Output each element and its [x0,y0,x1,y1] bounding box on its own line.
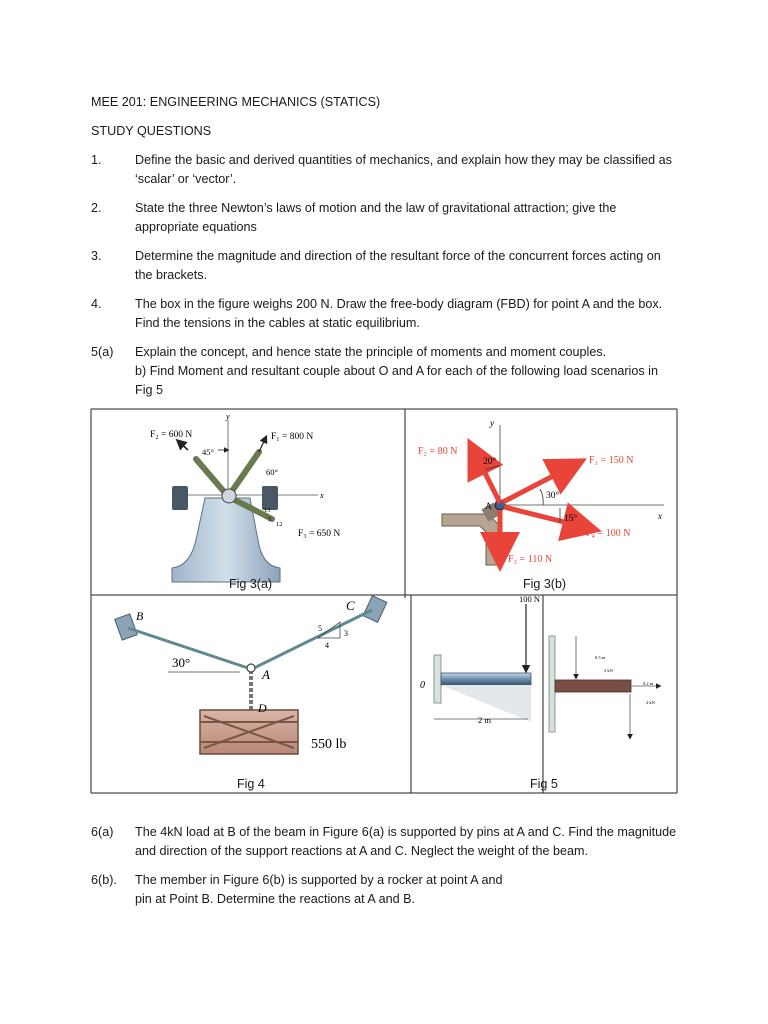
fig5-small-3: 0.2 m [643,681,654,686]
question-number: 2. [91,201,102,215]
fig3a-tri-12: 12 [276,521,283,528]
fig3b-angle30: 30° [546,491,560,501]
fig3b-angle15: 15° [564,514,578,524]
fig5-wall-left [434,655,441,703]
course-title: MEE 201: ENGINEERING MECHANICS (STATICS) [91,95,381,109]
question-number: 6(a) [91,825,114,839]
fig3a-drawing [150,411,340,582]
question-line: Determine the magnitude and direction of the resultant force of the concurrent forces acting on [135,249,661,263]
fig5-load-label: 100 N [519,594,541,604]
question-line: Fig 5 [135,383,163,397]
fig4-label-b: B [136,609,144,623]
fig3b-f4-label: F₄ = 100 N [586,528,631,539]
fig3a-tri-5: 5 [268,516,272,523]
question-line: Define the basic and derived quantities of mechanics, and explain how they may be classified as [135,153,672,167]
fig4-label-a: A [262,667,270,682]
question-line: The box in the figure weighs 200 N. Draw the free-body diagram (FBD) for point A and the box. [135,297,663,311]
fig3a-angle45: 45° [202,447,214,457]
fig3a-f3-label: F₃ = 650 N [298,529,341,539]
question-line: The 4kN load at B of the beam in Figure 6(a) is supported by pins at A and C. Find the magnitude [135,825,677,839]
fig3a-angle60: 60° [266,467,278,477]
fig5-beam-left [441,673,531,685]
fig5-wall-right [549,636,555,732]
fig3a-caption: Fig 3(a) [229,577,273,591]
question-line: Find the tensions in the cables at static equilibrium. [135,316,420,330]
question-line: pin at Point B. Determine the reactions at A and B. [135,892,416,906]
fig4-weight: 550 lb [311,737,347,752]
question-number: 5(a) [91,345,114,359]
fig5-length-label: 2 m [478,715,491,725]
fig4-tri-3: 3 [344,629,348,638]
fig5-o-label: 0 [420,680,425,691]
fig4-angle: 30° [172,655,191,670]
fig5-small-2: 2 kN [604,668,613,673]
fig3b-axis-y: y [490,418,494,428]
fig3a-axis-y: y [226,411,230,421]
fig3b-wall [442,514,500,565]
question-line: State the three Newton’s laws of motion and the law of gravitational attraction; give the [135,201,617,215]
fig3b-drawing [418,418,664,565]
question-line: b) Find Moment and resultant couple about O and A for each of the following load scenarios in [135,364,658,378]
question-line: and direction of the support reactions at A and C. Neglect the weight of the beam. [135,844,588,858]
fig5-drawing [420,594,660,738]
question-number: 6(b). [91,873,117,887]
fig3a-axis-x: x [320,490,324,500]
question-line: appropriate equations [135,220,257,234]
fig4-tri-5: 5 [318,624,322,633]
fig3a-f2-arrow [178,441,188,450]
fig4-tri-4: 4 [325,641,329,650]
fig3a-pin [222,489,236,503]
fig4-support-b [115,614,138,640]
question-number: 1. [91,153,102,167]
question-line: Explain the concept, and hence state the principle of moments and moment couples. [135,345,607,359]
question-line: the brackets. [135,268,208,282]
fig3b-axis-x: x [658,511,662,521]
question-number: 3. [91,249,102,263]
fig3b-angle30-arc [540,489,543,505]
fig3a-hub-left [172,486,188,510]
question-number: 4. [91,297,102,311]
section-subtitle: STUDY QUESTIONS [91,124,212,138]
fig4-caption: Fig 4 [237,777,265,791]
fig4-support-c [363,596,387,623]
question-line: The member in Figure 6(b) is supported by a rocker at point A and [135,873,503,887]
fig3b-caption: Fig 3(b) [523,577,567,591]
fig3b-f3-label: F₃ = 110 N [508,554,553,565]
fig5-small-1: 0.5 m [595,655,606,660]
question-text [135,871,680,909]
question-text [135,823,680,861]
fig4-drawing [115,596,387,754]
fig4-ring-a [247,664,255,672]
fig3b-f2-label: F₂ = 80 N [418,446,458,457]
fig3a-f1-label: F₁ = 800 N [271,432,314,442]
fig3a-f2-label: F₂ = 600 N [150,430,193,440]
fig3b-f1-label: F₁ = 150 N [589,455,634,466]
question-line: ‘scalar’ or ‘vector’. [135,172,237,186]
fig3b-point-a: A [485,502,492,512]
fig5-caption: Fig 5 [530,777,558,791]
fig4-label-c: C [346,598,355,613]
fig5-small-4: 2 kN [646,700,655,705]
fig3a-tri-13: 13 [264,507,271,514]
fig3a-f1-arrow [259,437,266,452]
fig3b-angle20: 20° [483,457,497,467]
fig4-cables [128,610,372,668]
fig4-label-d: D [258,701,267,715]
